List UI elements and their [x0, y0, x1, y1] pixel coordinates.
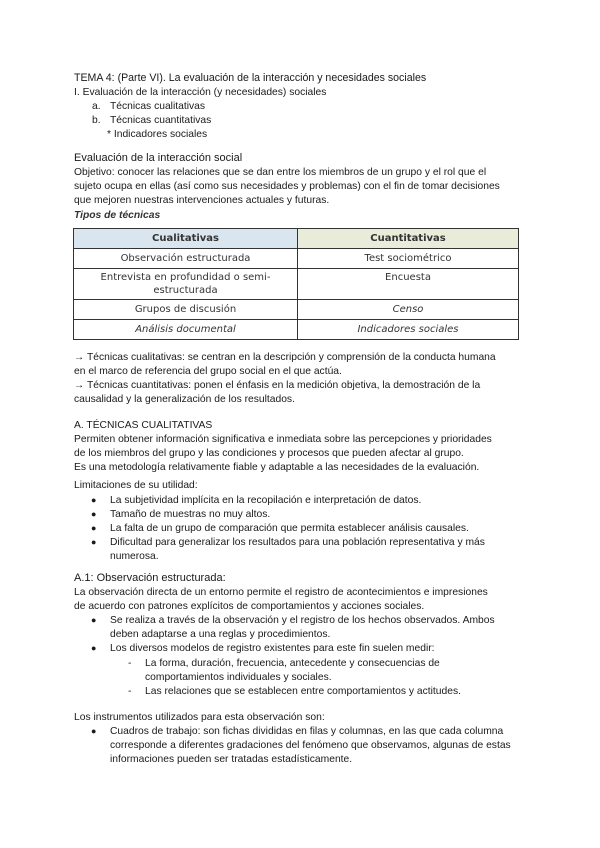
a1-sub-line: Las relaciones que se establecen entre comportamientos y actitudes. [145, 686, 461, 697]
table-row [74, 320, 519, 340]
table-cell: Entrevista en profundidad o semi-estructurada [74, 269, 298, 300]
interaction-heading: Evaluación de la interacción social [74, 152, 243, 164]
table-cell: Observación estructurada [74, 249, 298, 269]
dash-icon: - [128, 658, 132, 669]
objective-line: que mejoren nuestras intervenciones actuales y futuras. [74, 195, 330, 206]
table-cell: Grupos de discusión [74, 300, 298, 320]
section-a-heading: A. TÉCNICAS CUALITATIVAS [74, 420, 213, 431]
instruments-line: Cuadros de trabajo: son fichas divididas en filas y columnas, en las que cada columna [110, 726, 504, 737]
dash-icon: - [128, 686, 132, 697]
document-title: TEMA 4: (Parte VI). La evaluación de la interacción y necesidades sociales [74, 72, 427, 84]
table-row [74, 249, 519, 269]
section-a-intro-line: Permiten obtener información significativa e inmediata sobre las percepciones y prioridades [74, 434, 492, 445]
a1-bullet-line: deben adaptarse a una reglas y procedimientos. [110, 629, 331, 640]
header-cuantitativas: Cuantitativas [298, 229, 519, 249]
bullet-icon: ● [91, 643, 97, 653]
table-caption: Tipos de técnicas [74, 210, 161, 221]
section-a1-intro-line: de acuerdo con patrones explícitos de comportamientos y acciones sociales. [74, 601, 425, 612]
limitation-item: La subjetividad implícita en la recopilación e interpretación de datos. [110, 495, 422, 506]
a1-sub-line: comportamientos individuales y sociales. [145, 672, 332, 683]
bullet-icon: ● [91, 537, 97, 547]
limitation-item: Dificultad para generalizar los resultados para una población representativa y más [110, 537, 485, 548]
objective-line: Objetivo: conocer las relaciones que se dan entre los miembros de un grupo y el rol que el [74, 167, 487, 178]
list-item-b: Técnicas cuantitativas [110, 115, 212, 126]
section-i-title: I. Evaluación de la interacción (y necesidades) sociales [74, 87, 327, 98]
objective-line: sujeto ocupa en ellas (así como sus necesidades y problemas) con el fin de tomar decisiones [74, 181, 500, 192]
section-a1-intro-line: La observación directa de un entorno permite el registro de acontecimientos e impresiones [74, 587, 488, 598]
section-a1-heading: A.1: Observación estructurada: [74, 572, 226, 584]
section-a-intro-line: de los miembros del grupo y las condiciones y procesos que pueden afectar al grupo. [74, 448, 464, 459]
table-row [74, 300, 519, 320]
list-item-a: Técnicas cualitativas [110, 101, 205, 112]
note-line: en el marco de referencia del grupo social en el que actúa. [74, 366, 342, 377]
instruments-heading: Los instrumentos utilizados para esta observación son: [74, 712, 325, 723]
limitation-item-continued: numerosa. [110, 551, 159, 562]
table-header-row [74, 229, 519, 249]
table-cell: Encuesta [298, 269, 519, 300]
note-line: → Técnicas cuantitativas: ponen el énfasis en la medición objetiva, la demostración de la [74, 380, 481, 391]
header-cualitativas: Cualitativas [74, 229, 298, 249]
limitations-heading: Limitaciones de su utilidad: [74, 480, 198, 491]
a1-bullet-line: Se realiza a través de la observación y el registro de los hechos observados. Ambos [110, 615, 495, 626]
table-cell: Análisis documental [74, 320, 298, 340]
table-cell: Indicadores sociales [298, 320, 519, 340]
a1-sub-line: La forma, duración, frecuencia, antecedente y consecuencias de [145, 658, 440, 669]
instruments-line: corresponde a diferentes gradaciones del fenómeno que observamos, algunas de estas [110, 740, 511, 751]
limitation-item: Tamaño de muestras no muy altos. [110, 509, 271, 520]
list-marker-a: a. [92, 101, 101, 112]
note-line: → Técnicas cualitativas: se centran en la descripción y comprensión de la conducta humana [74, 352, 496, 363]
table-row [74, 269, 519, 300]
instruments-line: informaciones pueden ser tratadas estadísticamente. [110, 754, 353, 765]
bullet-icon: ● [91, 509, 97, 519]
limitation-item: La falta de un grupo de comparación que permita establecer análisis causales. [110, 523, 469, 534]
bullet-icon: ● [91, 615, 97, 625]
techniques-table [73, 228, 519, 340]
a1-bullet-line: Los diversos modelos de registro existentes para este fin suelen medir: [110, 643, 435, 654]
table-cell: Test sociométrico [298, 249, 519, 269]
list-item-b-sub: * Indicadores sociales [107, 129, 208, 140]
note-line: causalidad y la generalización de los resultados. [74, 394, 295, 405]
bullet-icon: ● [91, 726, 97, 736]
list-marker-b: b. [92, 115, 101, 126]
bullet-icon: ● [91, 495, 97, 505]
bullet-icon: ● [91, 523, 97, 533]
table-cell: Censo [298, 300, 519, 320]
section-a-intro-line: Es una metodología relativamente fiable y adaptable a las necesidades de la evaluación. [74, 462, 480, 473]
